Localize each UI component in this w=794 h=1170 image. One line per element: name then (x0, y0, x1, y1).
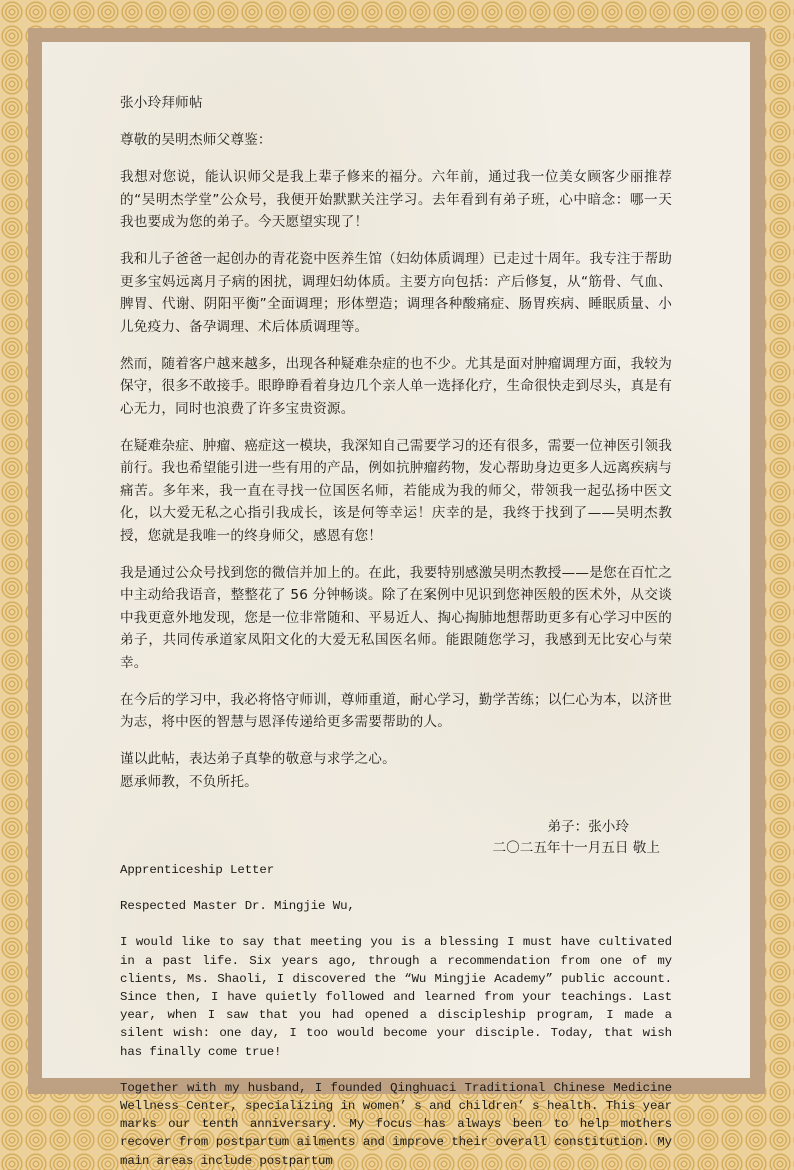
paragraph-zh-4: 在疑难杂症、肿瘤、癌症这一模块，我深知自己需要学习的还有很多，需要一位神医引领我前行。我也希望能引进一些有用的产品，例如抗肿瘤药物，发心帮助身边更多人远离疾病与痛苦。多年来，我一直在寻找一位国医名师，若能成为我的师父，带领我一起弘扬中医文化，以大爱无私之心指引我成长，该是何等幸运！庆幸的是，我终于找到了——吴明杰教授，您就是我唯一的终身师父，感恩有您！ (120, 437, 672, 544)
letter-content (120, 92, 672, 1170)
paragraph-zh-5: 我是通过公众号找到您的微信并加上的。在此，我要特别感激吴明杰教授——是您在百忙之中主动给我语音，整整花了 56 分钟畅谈。除了在案例中见识到您神医般的医术外，从交谈中我更意外地发现，您是一位非常随和、平易近人、掏心掏肺地想帮助更多有心学习中医的弟子，共同传承道家凤阳文化的大爱无私国医名师。能跟随您学习，我感到无比安心与荣幸。 (120, 564, 672, 671)
letter-title-en: Apprenticeship Letter (120, 863, 275, 877)
paragraph-en-1: I would like to say that meeting you is a blessing I must have cultivated in a past life. Six years ago, through a recommendation from one of my clients, Ms. Shaoli, I discovered the “Wu Mingjie Academy” public account. Since then, I have quietly followed and learned from your teachings. Last year, when I saw that you had opened a discipleship program, I made a silent wish: one day, I too would become your disciple. Today, that wish has finally come true! (120, 935, 672, 1059)
signature-date: 二〇二五年十一月五日 敬上 (492, 840, 660, 856)
letter-title-zh: 张小玲拜师帖 (120, 95, 203, 111)
letter-paper (42, 42, 750, 1168)
salutation-zh: 尊敬的吴明杰师父尊鉴： (120, 132, 272, 148)
closing-line-2: 愿承师教，不负所托。 (120, 773, 258, 790)
paragraph-zh-6: 在今后的学习中，我必将恪守师训，尊师重道，耐心学习，勤学苦练；以仁心为本，以济世为志，将中医的智慧与恩泽传递给更多需要帮助的人。 (120, 691, 672, 730)
paragraph-zh-3: 然而，随着客户越来越多，出现各种疑难杂症的也不少。尤其是面对肿瘤调理方面，我较为保守，很多不敢接手。眼睁睁看着身边几个亲人单一选择化疗，生命很快走到尽头，真是有心无力，同时也浪费了许多宝贵资源。 (120, 355, 672, 417)
signature-name: 弟子：张小玲 (547, 819, 629, 835)
signature-block (120, 817, 672, 859)
paragraph-zh-1: 我想对您说，能认识师父是我上辈子修来的福分。六年前，通过我一位美女顾客少丽推荐的“吴明杰学堂”公众号，我便开始默默关注学习。去年看到有弟子班，心中暗念：哪一天我也要成为您的弟子。今天愿望实现了！ (120, 169, 672, 230)
salutation-en: Respected Master Dr. Mingjie Wu, (120, 899, 355, 914)
paragraph-zh-2: 我和儿子爸爸一起创办的青花瓷中医养生馆（妇幼体质调理）已走过十周年。我专注于帮助更多宝妈远离月子病的困扰，调理妇幼体质。主要方向包括：产后修复，从“筋骨、气血、脾胃、代谢、阴阳平衡”全面调理；形体塑造；调理各种酸痛症、肠胃疾病、睡眠质量、小儿免疫力、备孕调理、术后体质调理等。 (120, 251, 672, 335)
paragraph-en-2: Together with my husband, I founded Qinghuaci Traditional Chinese Medicine Wellness Center, specializing in women’ s and children’ s health. This year marks our tenth anniversary. My focus has always been to help mothers recover from postpartum ailments and improve their overall constitution. My main areas include postpartum (120, 1080, 672, 1168)
closing-line-1: 谨以此帖，表达弟子真挚的敬意与求学之心。 (120, 751, 396, 767)
